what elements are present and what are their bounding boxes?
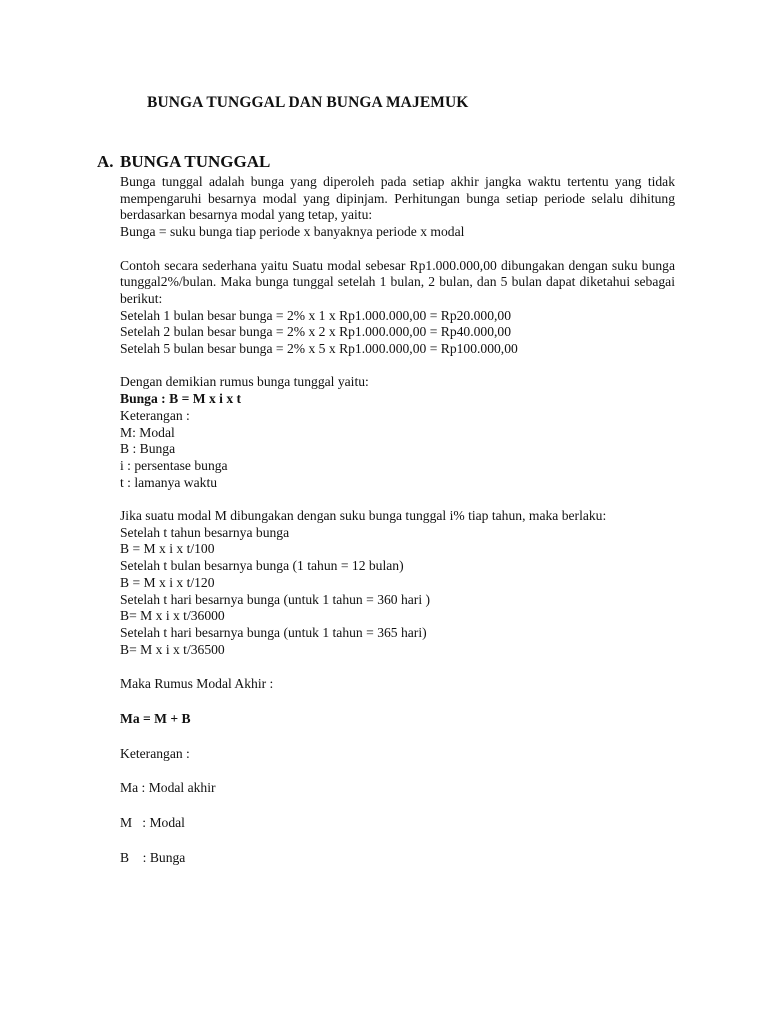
variant-line: Setelah t hari besarnya bunga (untuk 1 tahun = 360 hari ) <box>120 591 431 607</box>
keterangan-label: Keterangan : <box>120 407 190 423</box>
example-paragraph: Contoh secara sederhana yaitu Suatu modal sebesar Rp1.000.000,00 dibungakan dengan suku bunga tunggal2%/bulan. Maka bunga tunggal setelah 1 bulan, 2 bulan, dan 5 bulan dapat diketahui sebagai berikut: <box>120 257 675 306</box>
variant-formula: B= M x i x t/36000 <box>120 608 225 624</box>
section-heading <box>97 152 270 172</box>
rumus-formula: Bunga : B = M x i x t <box>120 391 242 407</box>
modal-akhir-item: B : Bunga <box>120 849 186 865</box>
variant-line: Setelah t tahun besarnya bunga <box>120 524 290 540</box>
keterangan-item: B : Bunga <box>120 441 176 457</box>
section-number: A. <box>97 152 114 171</box>
modal-akhir-item: M : Modal <box>120 815 185 831</box>
variant-line: Setelah t hari besarnya bunga (untuk 1 tahun = 365 hari) <box>120 624 427 640</box>
intro-formula: Bunga = suku bunga tiap periode x banyaknya periode x modal <box>120 224 465 240</box>
variants-intro: Jika suatu modal M dibungakan dengan suku bunga tunggal i% tiap tahun, maka berlaku: <box>120 508 607 524</box>
modal-akhir-item: Ma : Modal akhir <box>120 780 216 796</box>
variant-line: Setelah t bulan besarnya bunga (1 tahun = 12 bulan) <box>120 558 404 574</box>
document-title: BUNGA TUNGGAL DAN BUNGA MAJEMUK <box>147 94 469 111</box>
example-line: Setelah 5 bulan besar bunga = 2% x 5 x Rp1.000.000,00 = Rp100.000,00 <box>120 341 518 357</box>
variant-formula: B = M x i x t/120 <box>120 574 215 590</box>
keterangan-item: M: Modal <box>120 424 175 440</box>
section-title: BUNGA TUNGGAL <box>120 152 271 171</box>
modal-akhir-intro: Maka Rumus Modal Akhir : <box>120 676 274 692</box>
example-line: Setelah 2 bulan besar bunga = 2% x 2 x Rp1.000.000,00 = Rp40.000,00 <box>120 324 512 340</box>
rumus-intro: Dengan demikian rumus bunga tunggal yaitu: <box>120 374 369 390</box>
variant-formula: B = M x i x t/100 <box>120 541 215 557</box>
keterangan-item: i : persentase bunga <box>120 457 228 473</box>
section-body <box>120 174 675 867</box>
intro-paragraph: Bunga tunggal adalah bunga yang diperoleh pada setiap akhir jangka waktu tertentu yang tidak mempengaruhi besarnya modal yang dipinjam. Perhitungan bunga setiap periode selalu dihitung berdasarkan besarnya modal yang tetap, yaitu: <box>120 174 675 223</box>
modal-akhir-keterangan-label: Keterangan : <box>120 745 190 761</box>
keterangan-item: t : lamanya waktu <box>120 474 218 490</box>
variant-formula: B= M x i x t/36500 <box>120 641 225 657</box>
example-line: Setelah 1 bulan besar bunga = 2% x 1 x Rp1.000.000,00 = Rp20.000,00 <box>120 307 512 323</box>
modal-akhir-formula: Ma = M + B <box>120 711 191 727</box>
